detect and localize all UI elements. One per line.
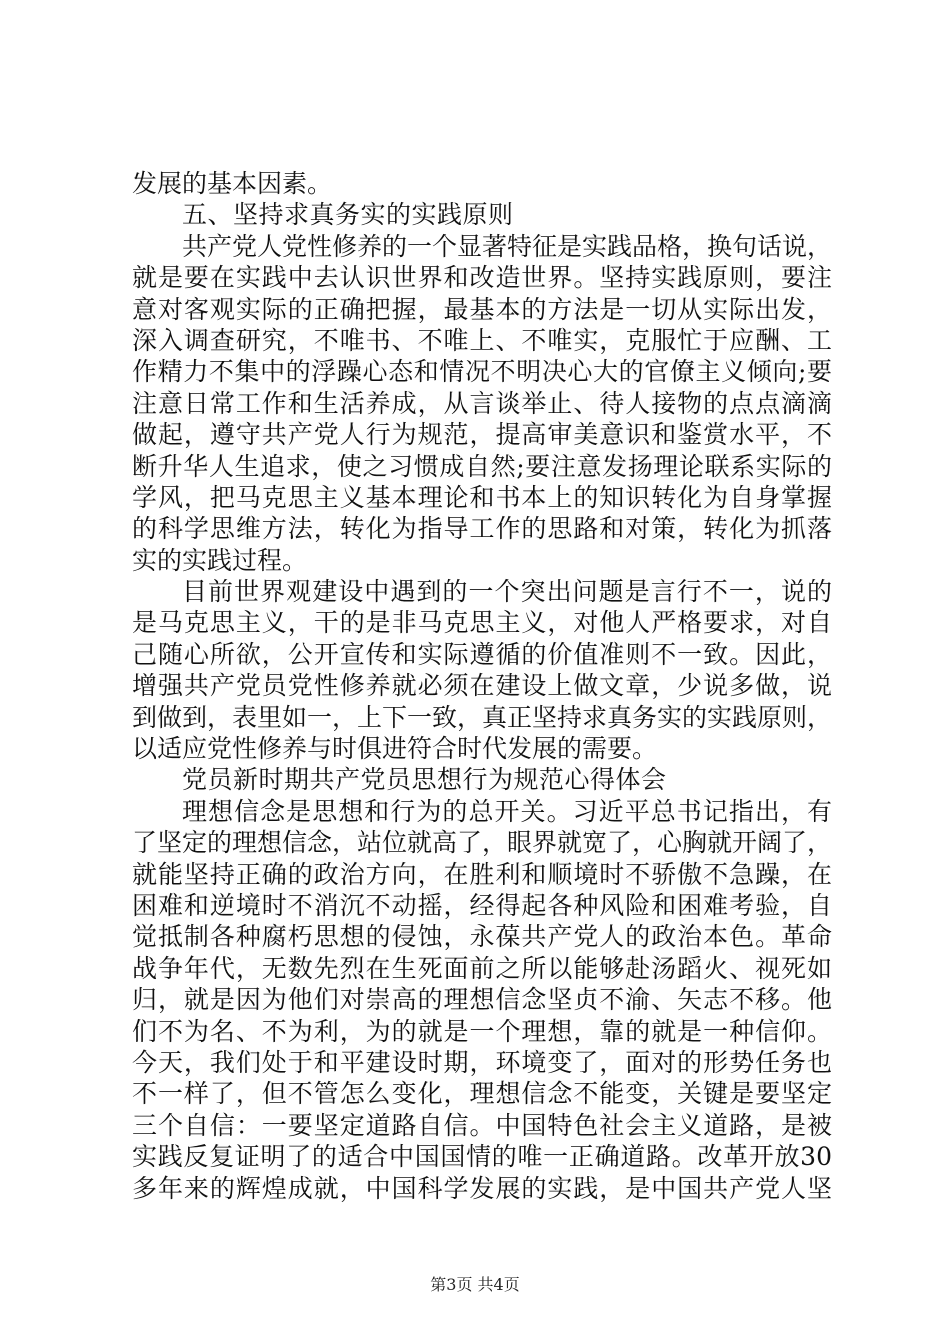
text-line: 了坚定的理想信念，站位就高了，眼界就宽了，心胸就开阔了， bbox=[132, 828, 833, 858]
text-line: 战争年代，无数先烈在生死面前之所以能够赴汤蹈火、视死如 bbox=[132, 953, 832, 983]
text-line: 的科学思维方法，转化为指导工作的思路和对策，转化为抓落 bbox=[132, 514, 832, 544]
text-line: 今天，我们处于和平建设时期，环境变了，面对的形势任务也 bbox=[132, 1047, 832, 1077]
text-line: 己随心所欲，公开宣传和实际遵循的价值准则不一致。因此， bbox=[132, 639, 832, 669]
text-line: 深入调查研究，不唯书、不唯上、不唯实，克服忙于应酬、工 bbox=[132, 325, 832, 355]
text-line: 就是要在实践中去认识世界和改造世界。坚持实践原则，要注 bbox=[132, 263, 832, 293]
document-body bbox=[132, 168, 832, 1204]
text-line: 困难和逆境时不消沉不动摇，经得起各种风险和困难考验，自 bbox=[132, 890, 832, 920]
text-line: 到做到，表里如一，上下一致，真正坚持求真务实的实践原则， bbox=[132, 702, 833, 732]
text-line: 以适应党性修养与时俱进符合时代发展的需要。 bbox=[132, 734, 658, 764]
text-line: 注意日常工作和生活养成，从言谈举止、待人接物的点点滴滴 bbox=[132, 388, 832, 418]
text-line: 觉抵制各种腐朽思想的侵蚀，永葆共产党人的政治本色。革命 bbox=[132, 922, 832, 952]
text-line: 归，就是因为他们对崇高的理想信念坚贞不渝、矢志不移。他 bbox=[132, 985, 832, 1015]
text-line: 不一样了，但不管怎么变化，理想信念不能变，关键是要坚定 bbox=[132, 1079, 832, 1109]
text-line: 多年来的辉煌成就，中国科学发展的实践，是中国共产党人坚 bbox=[132, 1173, 832, 1203]
text-line: 发展的基本因素。 bbox=[132, 169, 333, 198]
text-line: 五、坚持求真务实的实践原则 bbox=[182, 200, 514, 230]
text-line: 共产党人党性修养的一个显著特征是实践品格，换句话说， bbox=[182, 231, 833, 261]
text-line: 做起，遵守共产党人行为规范，提高审美意识和鉴赏水平，不 bbox=[132, 420, 832, 450]
text-line: 三个自信：一要坚定道路自信。中国特色社会主义道路，是被 bbox=[132, 1110, 832, 1140]
text-line: 学风，把马克思主义基本理论和书本上的知识转化为自身掌握 bbox=[132, 482, 832, 512]
text-line: 目前世界观建设中遇到的一个突出问题是言行不一，说的 bbox=[182, 577, 832, 607]
text-line: 们不为名、不为利，为的就是一个理想，靠的就是一种信仰。 bbox=[132, 1016, 832, 1046]
text-line: 党员新时期共产党员思想行为规范心得体会 bbox=[182, 765, 667, 795]
text-line: 作精力不集中的浮躁心态和情况不明决心大的官僚主义倾向;要 bbox=[132, 357, 832, 387]
text-line: 增强共产党员党性修养就必须在建设上做文章，少说多做，说 bbox=[132, 671, 832, 701]
text-line: 实践反复证明了的适合中国国情的唯一正确道路。改革开放30 bbox=[132, 1142, 832, 1172]
text-line: 是马克思主义，干的是非马克思主义，对他人严格要求，对自 bbox=[132, 608, 832, 638]
text-line: 理想信念是思想和行为的总开关。习近平总书记指出，有 bbox=[182, 796, 832, 826]
page-footer: 第3页 共4页 bbox=[430, 1275, 520, 1294]
text-line: 断升华人生追求，使之习惯成自然;要注意发扬理论联系实际的 bbox=[132, 451, 832, 481]
text-line: 就能坚持正确的政治方向，在胜利和顺境时不骄傲不急躁，在 bbox=[132, 859, 832, 889]
text-line: 实的实践过程。 bbox=[132, 545, 308, 575]
text-line: 意对客观实际的正确把握，最基本的方法是一切从实际出发， bbox=[132, 294, 832, 324]
